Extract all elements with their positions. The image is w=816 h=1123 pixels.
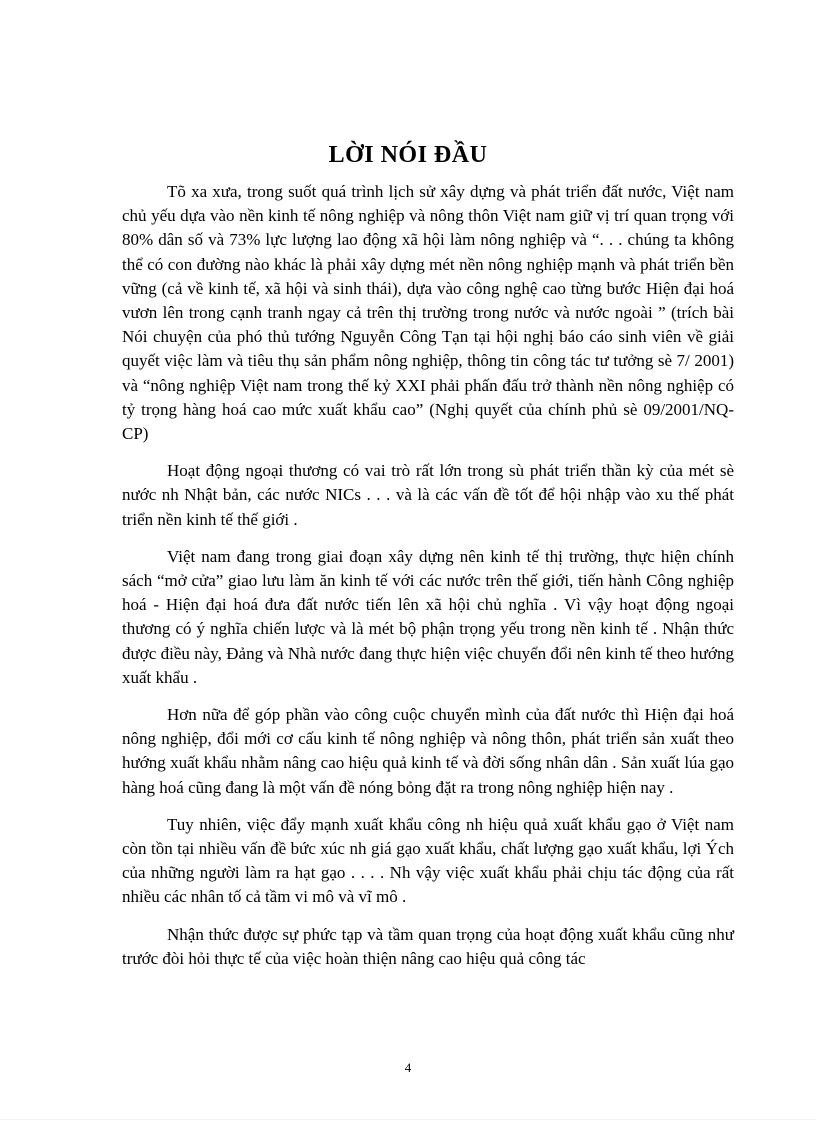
paragraph-1: Tõ xa xưa, trong suốt quá trình lịch sử xây dựng và phát triển đất nước, Việt nam chủ yếu dựa vào nền kinh tế nông nghiệp và nông thôn Việt nam giữ vị trí quan trọng với 80% dân số và 73% lực lượng lao động xã hội làm nông nghiệp và “. . . chúng ta không thể có con đường nào khác là phải xây dựng mét nền nông nghiệp mạnh và phát triển bền vững (cả về kinh tế, xã hội và sinh thái), dựa vào công nghệ cao từng bước Hiện đại hoá vươn lên trong cạnh tranh ngay cả trên thị trường trong nước và nước ngoài ” (trích bài Nói chuyện của phó thủ tướng Nguyễn Công Tạn tại hội nghị báo cáo sinh viên về giải quyết việc làm và tiêu thụ sản phẩm nông nghiệp, thông tin công tác tư tưởng sè 7/ 2001) và “nông nghiệp Việt nam trong thế kỷ XXI phải phấn đấu trở thành nền nông nghiệp có tỷ trọng hàng hoá cao mức xuất khẩu cao” (Nghị quyết của chính phủ sè 09/2001/NQ-CP) xyxy=(122,182,734,444)
paragraph-5: Tuy nhiên, việc đẩy mạnh xuất khẩu công nh hiệu quả xuất khẩu gạo ở Việt nam còn tồn tại nhiều vấn đề bức xúc nh giá gạo xuất khẩu, chất lượng gạo xuất khẩu, lợi Ých của những người làm ra hạt gạo . . . . Nh vậy việc xuất khẩu phải chịu tác động của rất nhiều các nhân tố cả tầm vi mô và vĩ mô . xyxy=(122,814,734,907)
page-title: LỜI NÓI ĐẦU xyxy=(328,142,488,168)
page-number: 4 xyxy=(404,1060,412,1075)
body-text xyxy=(122,180,734,984)
paragraph-2: Hoạt động ngoại thương có vai trò rất lớn trong sù phát triển thần kỳ của mét sè nước nh Nhật bản, các nước NICs . . . và là các vấn đề tốt để hội nhập vào xu thế phát triển nền kinh tế thế giới . xyxy=(122,461,734,529)
paragraph-3: Việt nam đang trong giai đoạn xây dựng nên kinh tế thị trường, thực hiện chính sách “mở cửa” giao lưu làm ăn kinh tế với các nước trên thế giới, tiến hành Công nghiệp hoá - Hiện đại hoá đưa đất nước tiến lên xã hội chủ nghĩa . Vì vậy hoạt động ngoại thương có ý nghĩa chiến lược và là mét bộ phận trọng yếu trong nền kinh tế . Nhận thức được điều này, Đảng và Nhà nước đang thực hiện việc chuyển đổi nên kinh tế theo hướng xuất khẩu . xyxy=(122,546,734,687)
paragraph-6: Nhận thức được sự phức tạp và tầm quan trọng của hoạt động xuất khẩu cũng như trước đòi hỏi thực tế của việc hoàn thiện nâng cao hiệu quả công tác xyxy=(122,924,734,968)
paragraph-4: Hơn nữa để góp phần vào công cuộc chuyển mình của đất nước thì Hiện đại hoá nông nghiệp, đổi mới cơ cấu kinh tế nông nghiệp và nông thôn, phát triển sản xuất theo hướng xuất khẩu nhằm nâng cao hiệu quả kinh tế và đời sống nhân dân . Sản xuất lúa gạo hàng hoá cũng đang là một vấn đề nóng bỏng đặt ra trong nông nghiệp hiện nay . xyxy=(122,705,734,797)
bottom-divider xyxy=(0,1119,816,1120)
